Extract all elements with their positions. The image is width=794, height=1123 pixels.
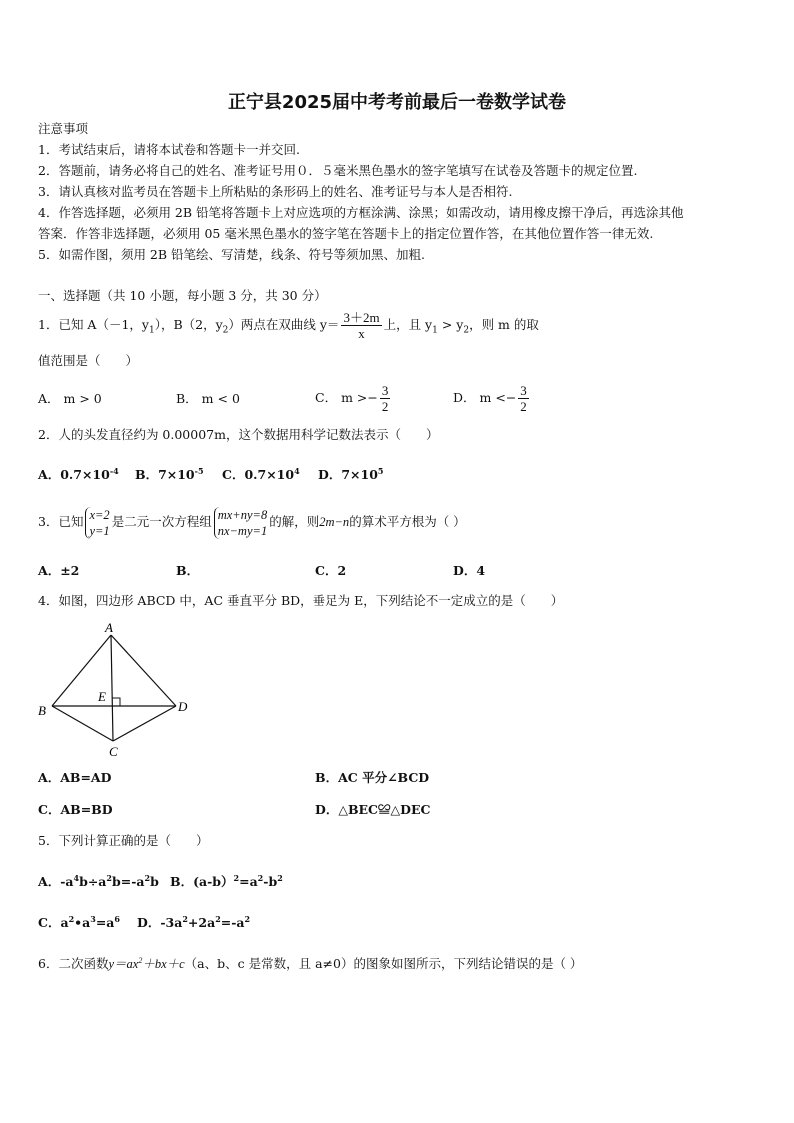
- q4-option-a[interactable]: A．AB=AD: [38, 770, 112, 785]
- q4-option-d[interactable]: D．△BEC≌△DEC: [315, 802, 431, 817]
- q1-option-d[interactable]: D． m <− $\frac{3}{2}$: [453, 383, 527, 414]
- notice-item-4-cont: 答案．作答非选择题，必须用 05 毫米黑色墨水的签字笔在答题卡上的指定位置作答，在其他位置作答一律无效.: [38, 226, 654, 241]
- page-title: 正宁县2025届中考考前最后一卷数学试卷: [227, 92, 567, 113]
- q3-option-c[interactable]: C．2: [315, 563, 347, 578]
- q1-option-a[interactable]: A． m > 0: [38, 391, 102, 406]
- notice-item-1: 1．考试结束后，请将本试卷和答题卡一并交回.: [38, 142, 300, 157]
- q2-option-c[interactable]: C．$0.7\times 10^4$: [222, 466, 300, 483]
- question-1: 1．已知 A（－1，$y_1$），B（2，$y_2$）两点在双曲线 y＝ $\frac{3+2m}{x}$ 上，且 $y_1 > y_2$，则 m 的取: [38, 310, 539, 341]
- vertex-label-c: C: [109, 744, 118, 759]
- notice-item-4: 4．作答选择题，必须用 2B 铅笔将答题卡上对应选项的方框涂满、涂黑；如需改动，请用橡皮擦干净后，再选涂其他: [38, 205, 684, 220]
- q3-option-b[interactable]: B．: [176, 563, 200, 578]
- q1-option-b[interactable]: B． m < 0: [176, 391, 240, 406]
- question-6: 6．二次函数$y=ax^2+bx+c(a$、b、c 是常数，且 a≠0）的图象如图所示，下列结论错误的是（ ）: [38, 956, 583, 972]
- q2-option-d[interactable]: D．$7\times 10^5$: [318, 466, 384, 483]
- equation-system: mx+ny=8 nx−my=1: [214, 507, 268, 539]
- notice-item-5: 5．如需作图，须用 2B 铅笔绘、写清楚，线条、符号等须加黑、加粗.: [38, 247, 426, 262]
- question-3: 3．已知 x=2 y=1 是二元一次方程组 mx+ny=8 nx−my=1 的解，则2m−n的算术平方根为（ ）: [38, 507, 466, 538]
- notice-heading: 注意事项: [38, 121, 89, 136]
- question-5: 5．下列计算正确的是（ ）: [38, 833, 209, 848]
- vertex-label-b: B: [38, 703, 46, 718]
- question-1-line2: 值范围是（ ）: [38, 353, 139, 368]
- foot-label-e: E: [98, 689, 106, 704]
- q5-option-c[interactable]: C．$a^2•a^3=a^6$: [38, 914, 120, 931]
- notice-item-3: 3．请认真核对监考员在答题卡上所粘贴的条形码上的姓名、准考证号与本人是否相符.: [38, 184, 513, 199]
- vertex-label-a: A: [105, 620, 113, 635]
- quadrilateral-figure: [30, 618, 200, 763]
- q2-option-a[interactable]: A．$0.7\times 10^{-4}$: [38, 466, 119, 483]
- q3-option-a[interactable]: A．±2: [38, 563, 80, 578]
- section-heading: 一、选择题（共 10 小题，每小题 3 分，共 30 分）: [38, 288, 327, 303]
- q5-option-a[interactable]: A．$-a^4b\div a^2b=-a^2b$: [38, 873, 159, 890]
- q1-option-c[interactable]: C． m >− $\frac{3}{2}$: [315, 383, 389, 414]
- q5-option-d[interactable]: D．$-3a^2+2a^2=-a^2$: [137, 914, 251, 931]
- hyperbola-fraction: $\frac{3+2m}{x}$: [343, 310, 380, 341]
- q4-option-c[interactable]: C．AB=BD: [38, 802, 113, 817]
- q5-option-b[interactable]: B．$(a-b)^2=a^2-b^2$: [170, 873, 283, 890]
- q3-option-d[interactable]: D．4: [453, 563, 486, 578]
- question-2: 2．人的头发直径约为 0.00007m，这个数据用科学记数法表示（ ）: [38, 427, 439, 442]
- q4-option-b[interactable]: B．AC 平分∠BCD: [315, 770, 430, 785]
- vertex-label-d: D: [178, 699, 188, 714]
- question-4: 4．如图，四边形 ABCD 中，AC 垂直平分 BD，垂足为 E，下列结论不一定成立的是（ ）: [38, 593, 564, 608]
- solution-system: x=2 y=1: [85, 507, 109, 539]
- notice-item-2: 2．答题前，请务必将自己的姓名、准考证号用０．５毫米黑色墨水的签字笔填写在试卷及答题卡的规定位置.: [38, 163, 638, 178]
- q2-option-b[interactable]: B．$7\times 10^{-5}$: [135, 466, 204, 483]
